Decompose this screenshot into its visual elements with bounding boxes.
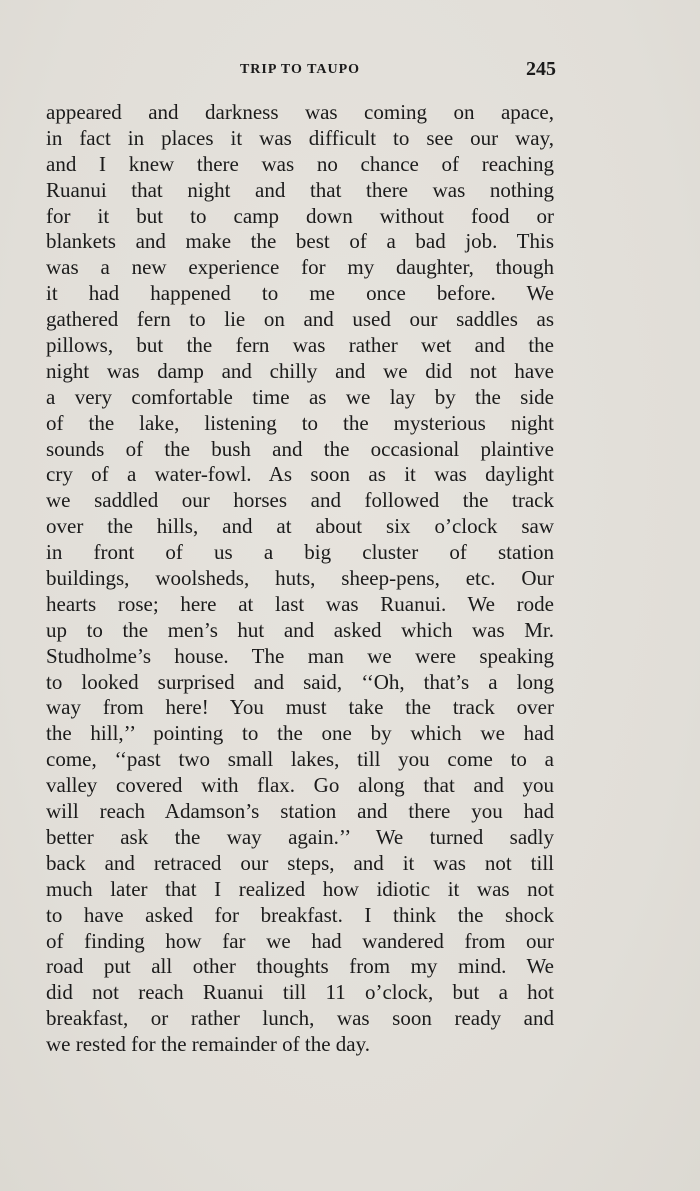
text-line: of the lake, listening to the mysterious night (46, 410, 554, 435)
text-line: to have asked for breakfast. I think the shock (46, 902, 554, 927)
text-line: the hill,’’ pointing to the one by which we had (46, 721, 554, 746)
running-head (46, 58, 554, 84)
text-line: gathered fern to lie on and used our saddles as (46, 307, 554, 332)
text-line: back and retraced our steps, and it was not till (46, 850, 554, 875)
text-line: blankets and make the best of a bad job. This (46, 229, 554, 254)
text-line: way from here! You must take the track over (46, 695, 554, 720)
body-text (46, 100, 554, 1058)
text-line: up to the men’s hut and asked which was Mr. (46, 617, 554, 642)
text-line: and I knew there was no chance of reaching (46, 151, 554, 176)
text-line: hearts rose; here at last was Ruanui. We rode (46, 591, 554, 616)
text-line: Studholme’s house. The man we were speaking (46, 643, 554, 668)
page-number: 245 (526, 58, 556, 80)
text-line: better ask the way again.’’ We turned sadly (46, 824, 554, 849)
text-line: we saddled our horses and followed the track (46, 488, 554, 513)
text-line: in front of us a big cluster of station (46, 540, 554, 565)
text-line: a very comfortable time as we lay by the side (46, 384, 554, 409)
text-line: breakfast, or rather lunch, was soon ready and (46, 1006, 554, 1031)
text-line: road put all other thoughts from my mind. We (46, 954, 554, 979)
text-line: over the hills, and at about six o’clock saw (46, 514, 554, 539)
text-line: was a new experience for my daughter, though (46, 255, 554, 280)
text-line: night was damp and chilly and we did not have (46, 358, 554, 383)
text-line: of finding how far we had wandered from our (46, 928, 554, 953)
running-title: TRIP TO TAUPO (239, 62, 361, 77)
text-line: sounds of the bush and the occasional plaintive (46, 436, 554, 461)
text-line: did not reach Ruanui till 11 o’clock, but a hot (46, 980, 554, 1005)
text-line: cry of a water-fowl. As soon as it was daylight (46, 462, 554, 487)
text-line: pillows, but the fern was rather wet and the (46, 333, 554, 358)
text-line: to looked surprised and said, ‘‘Oh, that’s a long (46, 669, 554, 694)
text-line: in fact in places it was difficult to see our way, (46, 125, 554, 150)
text-line-last: we rested for the remainder of the day. (46, 1032, 370, 1057)
text-line: come, ‘‘past two small lakes, till you come to a (46, 747, 554, 772)
text-line: Ruanui that night and that there was nothing (46, 177, 554, 202)
text-line: appeared and darkness was coming on apace, (46, 100, 554, 124)
text-line: valley covered with flax. Go along that and you (46, 773, 554, 798)
text-line: it had happened to me once before. We (46, 281, 554, 306)
text-line: buildings, woolsheds, huts, sheep-pens, etc. Our (46, 566, 554, 591)
text-line: for it but to camp down without food or (46, 203, 554, 228)
text-line: will reach Adamson’s station and there you had (46, 799, 554, 824)
text-line: much later that I realized how idiotic it was not (46, 876, 554, 901)
